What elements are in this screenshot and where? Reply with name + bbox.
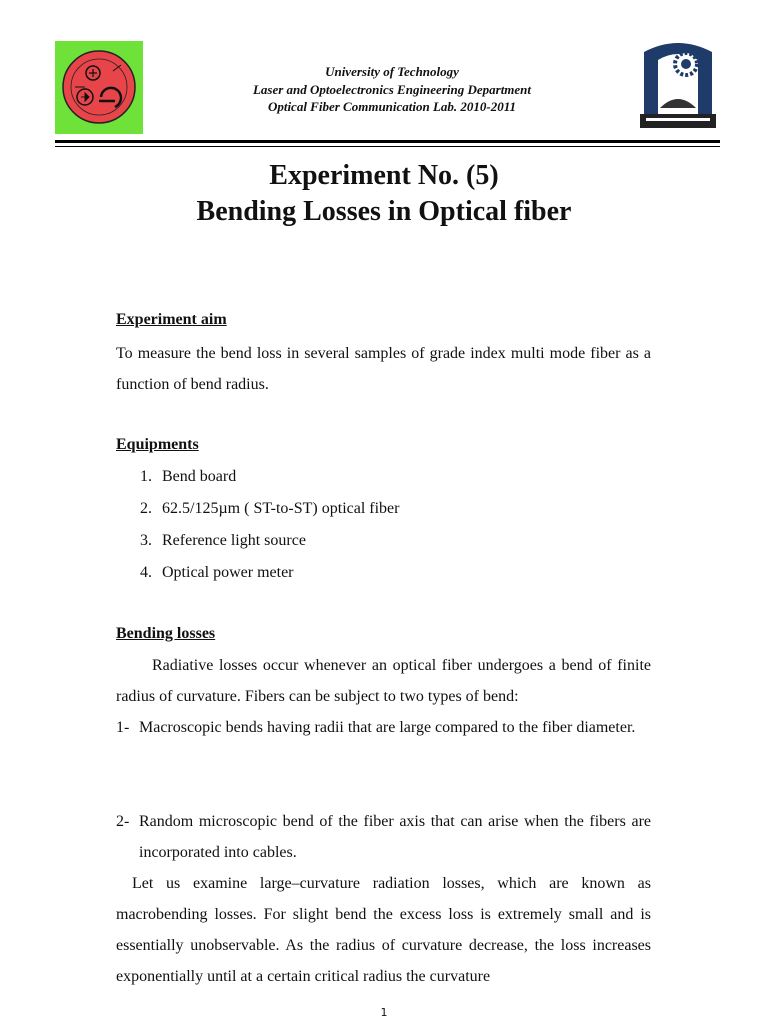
bend-type-2-text: Random microscopic bend of the fiber axis that can arise when the fibers are incorporated into cables.: [139, 813, 651, 861]
page-number: 1: [380, 1006, 388, 1019]
experiment-title: Bending Losses in Optical fiber: [196, 196, 572, 227]
header-rule-thin: [55, 146, 720, 147]
lab-name: Optical Fiber Communication Lab. 2010-2011: [267, 99, 517, 114]
experiment-number: Experiment No. (5): [269, 160, 499, 191]
department-seal-icon: [55, 41, 143, 134]
bending-heading: Bending losses: [116, 625, 216, 642]
list-marker: 1-: [116, 719, 130, 736]
university-name: University of Technology: [325, 64, 459, 79]
department-name: Laser and Optoelectronics Engineering Department: [252, 81, 532, 97]
equipments-heading: Equipments: [116, 436, 199, 453]
header-block: [190, 63, 594, 116]
header-rule-thick: [55, 140, 720, 143]
list-item: 2. 62.5/125µm ( ST-to-ST) optical fiber: [140, 500, 400, 517]
aim-text: To measure the bend loss in several samples of grade index multi mode fiber as a function of bend radius.: [116, 345, 651, 393]
bend-type-1-text: Macroscopic bends having radii that are large compared to the fiber diameter.: [139, 719, 636, 736]
list-marker: 2-: [116, 813, 130, 830]
bend-type-2: [116, 806, 651, 868]
bend-type-1: [116, 712, 651, 743]
page-title: [0, 158, 768, 230]
aim-heading: Experiment aim: [116, 311, 227, 328]
equipment-list: [140, 461, 399, 589]
list-item: 4. Optical power meter: [140, 564, 294, 581]
bending-intro: Radiative losses occur whenever an optical fiber undergoes a bend of finite radius of curvature. Fibers can be subject to two types of bend:: [116, 657, 651, 705]
university-emblem-icon: [636, 38, 720, 134]
list-item: 3. Reference light source: [140, 532, 306, 549]
macrobending-paragraph: Let us examine large–curvature radiation losses, which are known as macrobending losses. For slight bend the excess loss is extremely small and is essentially unobservable. As the radius of curvature decrease, the loss increases exponentially until at a certain critical radius the curvature: [116, 875, 651, 985]
list-item: 1. Bend board: [140, 468, 237, 485]
